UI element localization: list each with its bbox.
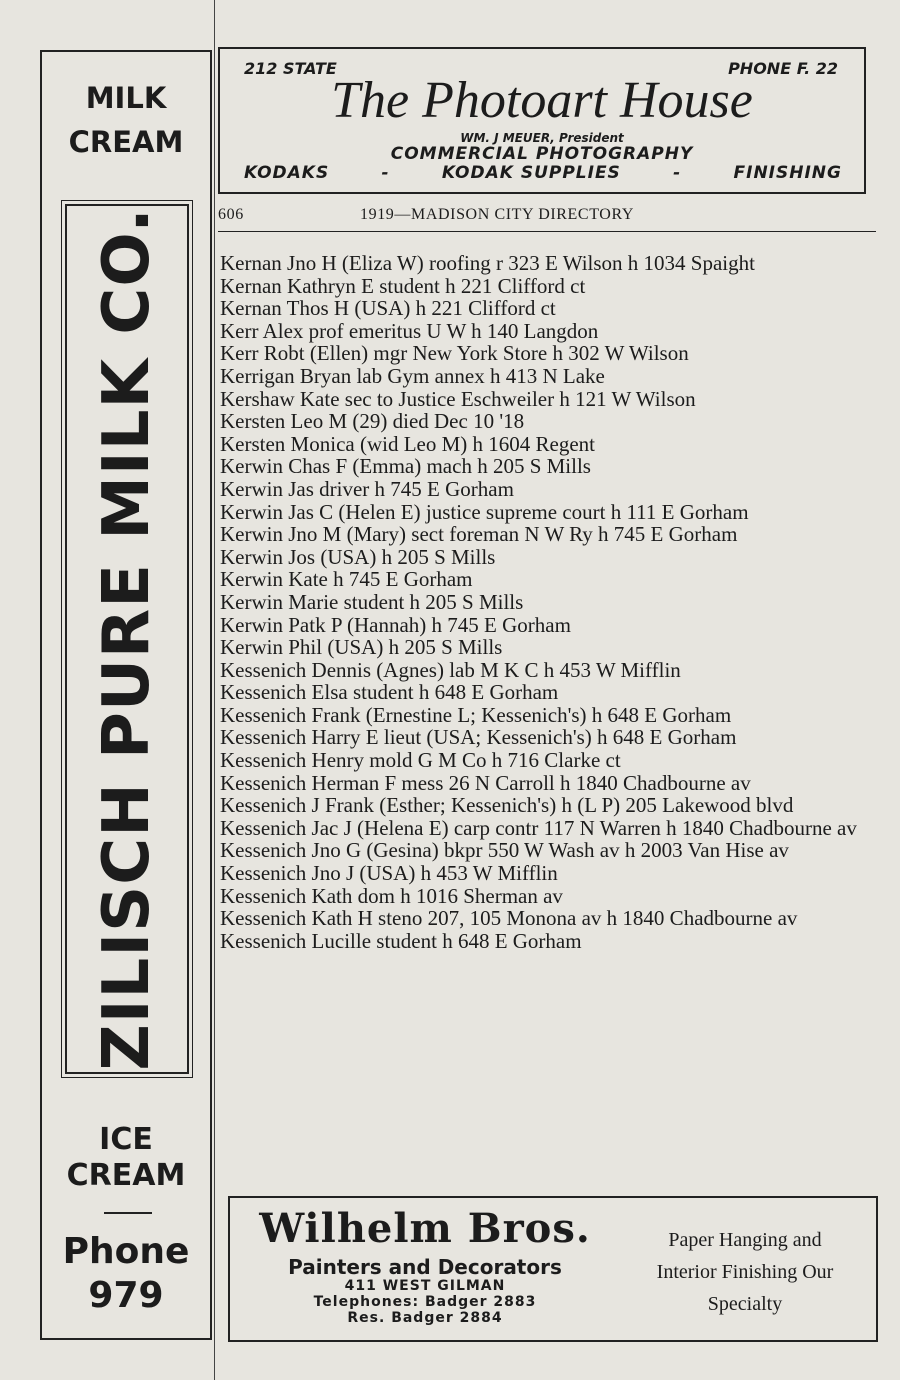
directory-listing <box>220 252 872 952</box>
ad-phone: PHONE F. 22 <box>728 59 838 78</box>
directory-entry: Kessenich Herman F mess 26 N Carroll h 1840 Chadbourne av <box>220 770 751 795</box>
directory-entry: Kerwin Jas driver h 745 E Gorham <box>220 476 514 501</box>
directory-entry: Kessenich Frank (Ernestine L; Kessenich's) h 648 E Gorham <box>220 702 732 727</box>
ad-product: KODAKS <box>244 163 330 183</box>
sidebar-phone <box>42 1230 210 1318</box>
directory-entry: Kerwin Patk P (Hannah) h 745 E Gorham <box>220 612 571 637</box>
directory-entry: Kerrigan Bryan lab Gym annex h 413 N Lake <box>220 363 605 388</box>
directory-entry: Kessenich Kath dom h 1016 Sherman av <box>220 883 563 908</box>
ad-business-name: Wilhelm Bros. <box>259 1205 591 1252</box>
sidebar-milk: MILK <box>85 81 167 115</box>
directory-entry: Kersten Leo M (29) died Dec 10 '18 <box>220 409 525 434</box>
ad-left-block <box>250 1206 600 1326</box>
column-divider <box>214 0 215 1380</box>
ad-specialty-line: Specialty <box>707 1293 783 1315</box>
ad-service: COMMERCIAL PHOTOGRAPHY <box>390 144 694 164</box>
sidebar-ice: ICE <box>99 1122 153 1157</box>
directory-entry: Kessenich Harry E lieut (USA; Kessenich's) h 648 E Gorham <box>220 725 737 750</box>
directory-entry: Kessenich Elsa student h 648 E Gorham <box>220 680 559 705</box>
directory-entry: Kernan Thos H (USA) h 221 Clifford ct <box>220 296 556 321</box>
directory-entry: Kessenich Dennis (Agnes) lab M K C h 453 W Mifflin <box>220 657 681 682</box>
company-name-box <box>65 204 189 1074</box>
directory-entry: Kerwin Phil (USA) h 205 S Mills <box>220 635 503 660</box>
ad-address: 411 WEST GILMAN <box>344 1278 506 1294</box>
directory-entry: Kerwin Chas F (Emma) mach h 205 S Mills <box>220 454 591 479</box>
directory-entry: Kernan Kathryn E student h 221 Clifford ct <box>220 273 586 298</box>
directory-entry: Kershaw Kate sec to Justice Eschweiler h 121 W Wilson <box>220 386 696 411</box>
sidebar-advertisement <box>40 50 212 1340</box>
ad-products <box>244 163 842 183</box>
ad-president: WM. J MEUER, President <box>460 131 624 145</box>
page-number: 606 <box>218 206 244 223</box>
sidebar-divider <box>104 1212 152 1214</box>
directory-entry: Kessenich Henry mold G M Co h 716 Clarke ct <box>220 748 621 773</box>
photoart-advertisement <box>218 47 866 194</box>
directory-entry: Kernan Jno H (Eliza W) roofing r 323 E Wilson h 1034 Spaight <box>220 251 755 275</box>
directory-entry: Kerwin Kate h 745 E Gorham <box>220 567 473 592</box>
ad-business-name: The Photoart House <box>331 72 753 129</box>
directory-entry: Kerwin Jno M (Mary) sect foreman N W Ry h 745 E Gorham <box>220 522 738 547</box>
phone-number: 979 <box>88 1275 164 1316</box>
directory-entry: Kessenich J Frank (Esther; Kessenich's) h (L P) 205 Lakewood blvd <box>220 793 794 818</box>
ad-trade: Painters and Decorators <box>288 1255 562 1279</box>
sidebar-cream: CREAM <box>68 125 184 159</box>
directory-entry: Kessenich Jno J (USA) h 453 W Mifflin <box>220 861 558 886</box>
ad-product: FINISHING <box>733 163 842 183</box>
phone-label: Phone <box>62 1231 190 1272</box>
ad-separator: - <box>673 163 682 183</box>
directory-entry: Kersten Monica (wid Leo M) h 1604 Regent <box>220 431 595 456</box>
ad-specialty-line: Paper Hanging and <box>668 1229 822 1251</box>
header-rule <box>218 231 876 232</box>
directory-entry: Kessenich Kath H steno 207, 105 Monona av h 1840 Chadbourne av <box>220 906 798 931</box>
ad-product: KODAK SUPPLIES <box>441 163 621 183</box>
ad-residence-phone: Res. Badger 2884 <box>347 1310 503 1326</box>
wilhelm-advertisement <box>228 1196 878 1342</box>
directory-entry: Kerr Robt (Ellen) mgr New York Store h 302 W Wilson <box>220 341 689 366</box>
ad-specialty-line: Interior Finishing Our <box>656 1261 834 1283</box>
directory-entry: Kerwin Jas C (Helen E) justice supreme court h 111 E Gorham <box>220 499 749 524</box>
directory-entry: Kerwin Jos (USA) h 205 S Mills <box>220 544 496 569</box>
directory-entry: Kessenich Lucille student h 648 E Gorham <box>220 928 582 953</box>
page-title: 1919—MADISON CITY DIRECTORY <box>360 206 634 223</box>
ad-telephones: Telephones: Badger 2883 <box>313 1294 537 1310</box>
ad-address: 212 STATE <box>244 59 337 78</box>
directory-entry: Kerwin Marie student h 205 S Mills <box>220 589 524 614</box>
company-name: ZILISCH PURE MILK CO. <box>90 207 164 1071</box>
directory-entry: Kessenich Jac J (Helena E) carp contr 117 N Warren h 1840 Chadbourne av <box>220 815 857 840</box>
sidebar-milk-cream <box>42 76 210 164</box>
directory-entry: Kessenich Jno G (Gesina) bkpr 550 W Wash av h 2003 Van Hise av <box>220 838 789 863</box>
sidebar-ice-cream <box>42 1122 210 1194</box>
directory-entry: Kerr Alex prof emeritus U W h 140 Langdon <box>220 318 599 343</box>
ad-separator: - <box>381 163 390 183</box>
ad-specialty <box>634 1224 856 1320</box>
sidebar-ice-cream-word: CREAM <box>66 1158 186 1193</box>
